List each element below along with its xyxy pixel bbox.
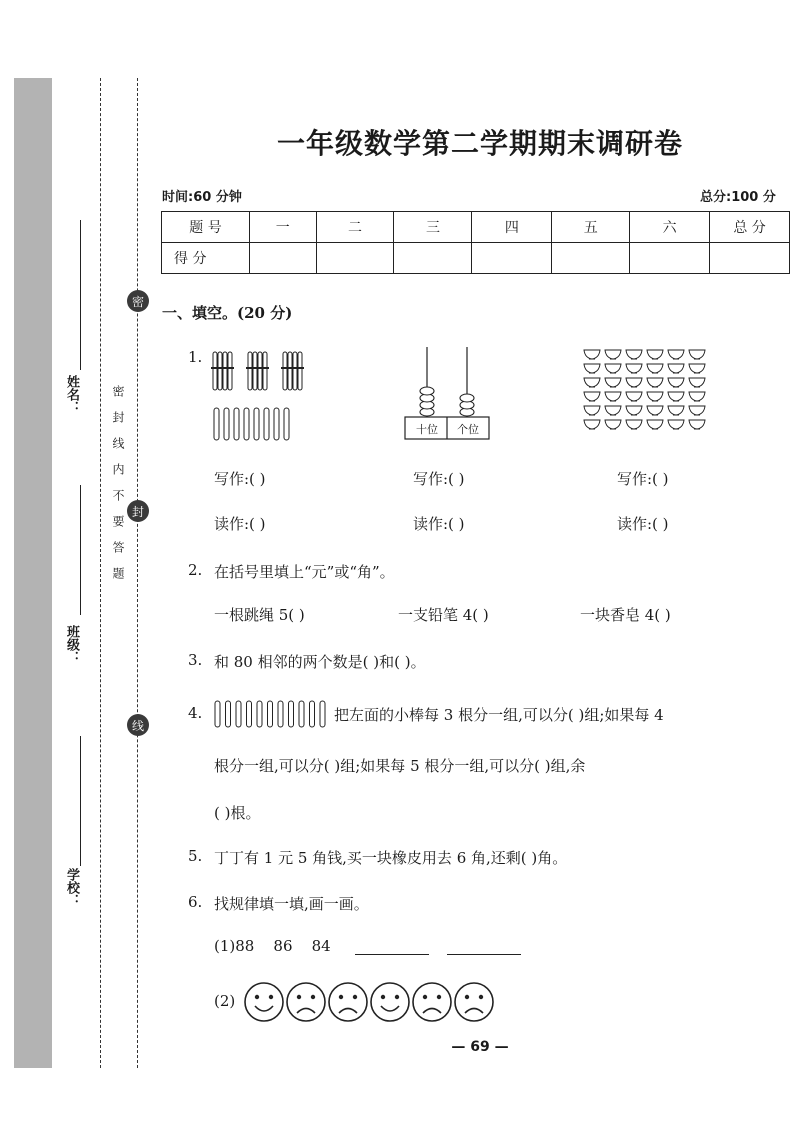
smiley-face-icon (371, 983, 409, 1021)
bowl-icon (605, 420, 621, 429)
page-title: 一年级数学第二学期期末调研卷 (276, 127, 683, 160)
q6-sub1 (214, 937, 331, 955)
stick-icon (289, 701, 294, 727)
bowl-icon (668, 364, 684, 373)
sad-face-icon (329, 983, 367, 1021)
q6-blank-2[interactable] (447, 953, 521, 955)
total-score: 总分:100 分 (700, 190, 776, 205)
q4-line-2[interactable]: 根分一组,可以分( )组;如果每 5 根分一组,可以分( )组,余 (214, 757, 586, 775)
q4-sticks-illustration (213, 699, 331, 729)
time-limit: 时间:60 分钟 (162, 190, 242, 205)
bowl-icon (668, 406, 684, 415)
q6-sub1-value: 88 (235, 937, 255, 955)
stick-icon (299, 701, 304, 727)
abacus-ones-label: 个位 (457, 423, 479, 436)
bowl-icon (647, 378, 663, 387)
bundle-1 (211, 352, 234, 390)
score-table-header-row (162, 212, 790, 243)
bowl-icon (605, 378, 621, 387)
bowl-icon (689, 350, 705, 359)
score-header-cell: 一 (250, 212, 317, 243)
bowl-icon (605, 406, 621, 415)
section-1-heading: 一、填空。(20 分) (162, 304, 293, 322)
stick-bundles-illustration (208, 350, 308, 445)
seal-instruction: 密封线内不要答题 (111, 385, 125, 593)
q2-item-2[interactable]: 一支铅笔 4( ) (398, 606, 489, 624)
q6-text: 找规律填一填,画一画。 (214, 895, 369, 913)
q4-number: 4. (188, 704, 203, 722)
q4-line-1[interactable]: 把左面的小棒每 3 根分一组,可以分( )组;如果每 4 (334, 706, 664, 724)
q6-sub1-value: 84 (311, 937, 331, 955)
q6-number: 6. (188, 893, 203, 911)
score-cell[interactable] (710, 243, 790, 274)
stick-icon (236, 701, 241, 727)
bundle-2 (246, 352, 269, 390)
sad-face-icon (413, 983, 451, 1021)
score-header-cell: 总 分 (710, 212, 790, 243)
q6-blank-1[interactable] (355, 953, 429, 955)
dashed-line-inner (137, 78, 138, 1068)
score-header-cell: 六 (630, 212, 710, 243)
q6-sub1-label: (1) (214, 937, 236, 955)
sad-face-icon (287, 983, 325, 1021)
q6-sub2-label: (2) (214, 992, 236, 1010)
abacus-tens-label: 十位 (416, 423, 438, 436)
stick-icon (278, 701, 283, 727)
name-label: 姓名： (64, 375, 79, 414)
q1-write-2[interactable]: 写作:( ) (413, 470, 465, 488)
seal-circle-mi: 密 (127, 290, 149, 312)
bowl-icon (584, 406, 600, 415)
bowl-icon (626, 364, 642, 373)
bowl-icon (668, 350, 684, 359)
stick-icon (247, 701, 252, 727)
score-table (161, 211, 790, 274)
score-header-cell: 三 (394, 212, 472, 243)
score-cell[interactable] (552, 243, 630, 274)
score-cell[interactable] (250, 243, 317, 274)
score-header-cell: 二 (316, 212, 394, 243)
bowl-icon (584, 392, 600, 401)
bowl-icon (584, 420, 600, 429)
school-line (80, 736, 81, 866)
school-label: 学校： (64, 868, 79, 907)
q2-number: 2. (188, 561, 203, 579)
stick-icon (215, 701, 220, 727)
stick-icon (257, 701, 262, 727)
bowl-icon (626, 420, 642, 429)
binding-strip (14, 78, 52, 1068)
bowl-icon (626, 378, 642, 387)
score-header-cell: 题 号 (162, 212, 250, 243)
bowl-icon (668, 392, 684, 401)
bowl-icon (689, 406, 705, 415)
bowls-illustration (582, 348, 712, 438)
bowl-icon (689, 378, 705, 387)
faces-sequence (244, 980, 496, 1024)
stick-icon (320, 701, 325, 727)
bowl-icon (647, 350, 663, 359)
q6-sub1-value: 86 (273, 937, 293, 955)
bowl-icon (626, 392, 642, 401)
dashed-line-outer (100, 78, 101, 1068)
bowl-icon (647, 364, 663, 373)
score-cell[interactable] (316, 243, 394, 274)
score-header-cell: 四 (472, 212, 552, 243)
q3-text[interactable]: 和 80 相邻的两个数是( )和( )。 (214, 653, 426, 671)
bowl-icon (689, 392, 705, 401)
bowl-icon (668, 420, 684, 429)
loose-sticks (214, 408, 289, 440)
stick-icon (268, 701, 273, 727)
bowl-icon (584, 378, 600, 387)
score-table-score-row (162, 243, 790, 274)
q5-text[interactable]: 丁丁有 1 元 5 角钱,买一块橡皮用去 6 角,还剩( )角。 (214, 849, 568, 867)
bundle-3 (281, 352, 304, 390)
class-label: 班级： (64, 625, 79, 664)
bowl-icon (584, 364, 600, 373)
q4-line-3[interactable]: ( )根。 (214, 804, 261, 822)
score-cell[interactable] (472, 243, 552, 274)
smiley-face-icon (245, 983, 283, 1021)
score-header-cell: 五 (552, 212, 630, 243)
bowl-icon (689, 420, 705, 429)
q1-read-3[interactable]: 读作:( ) (617, 515, 669, 533)
q2-item-3[interactable]: 一块香皂 4( ) (580, 606, 671, 624)
stick-icon (310, 701, 315, 727)
seal-circle-feng: 封 (127, 500, 149, 522)
q1-number: 1. (188, 348, 203, 366)
bowl-icon (647, 406, 663, 415)
q5-number: 5. (188, 847, 203, 865)
score-cell[interactable] (630, 243, 710, 274)
q1-write-1[interactable]: 写作:( ) (214, 470, 266, 488)
bowl-icon (668, 378, 684, 387)
bowl-icon (605, 350, 621, 359)
bowl-icon (584, 350, 600, 359)
bowl-icon (605, 364, 621, 373)
bowl-icon (689, 364, 705, 373)
bowl-icon (647, 392, 663, 401)
q1-read-2[interactable]: 读作:( ) (413, 515, 465, 533)
q1-read-1[interactable]: 读作:( ) (214, 515, 266, 533)
score-cell[interactable] (394, 243, 472, 274)
bowl-icon (626, 350, 642, 359)
name-line (80, 220, 81, 370)
class-line (80, 485, 81, 615)
bowl-icon (647, 420, 663, 429)
q1-write-3[interactable]: 写作:( ) (617, 470, 669, 488)
bowl-icon (626, 406, 642, 415)
seal-circle-xian: 线 (127, 714, 149, 736)
q2-text: 在括号里填上“元”或“角”。 (214, 563, 395, 581)
q3-number: 3. (188, 651, 203, 669)
page-number: — 69 — (451, 1039, 509, 1055)
q2-item-1[interactable]: 一根跳绳 5( ) (214, 606, 305, 624)
score-row-label: 得 分 (162, 243, 250, 274)
sad-face-icon (455, 983, 493, 1021)
stick-icon (226, 701, 231, 727)
bowl-icon (605, 392, 621, 401)
